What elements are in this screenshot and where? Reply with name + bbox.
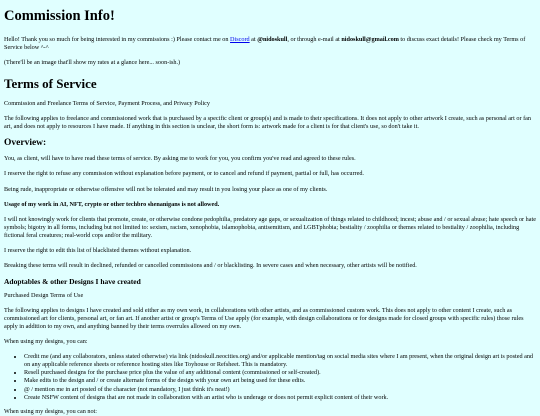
rates-note: (There'll be an image that'll show my rates at a glance here... soon-ish.)	[4, 59, 181, 67]
list-item: • Resell purchased designs for the purchase price plus the value of any additional content (commissioned or self-created).	[24, 369, 536, 377]
ai-notice	[4, 201, 536, 209]
overview-paragraph: I reserve the right to refuse any commission without explanation before payment, or to cancel and refund if payment, partial or full, has occurred.	[4, 170, 364, 178]
cannot-heading: When using my designs, you can not:	[4, 407, 97, 415]
intro-text-4: to discuss exact details! Please check my Terms of Service below ^-^	[4, 36, 526, 52]
discord-link[interactable]: Discord	[230, 36, 250, 43]
discord-handle: @nidoskull	[257, 36, 288, 43]
list-item: • Make edits to the design and / or create alternate forms of the design with your own art being used for these edits.	[24, 377, 536, 385]
can-heading: When using my designs, you can:	[4, 338, 88, 346]
overview-paragraph: You, as client, will have to have read these terms of service. By asking me to work for you, you confirm you've read and agreed to these rules.	[4, 155, 356, 163]
tos-subtitle: Commission and Freelance Terms of Service, Payment Process, and Privacy Policy	[4, 100, 211, 108]
list-item: • Credit me (and any collaborators, unless stated otherwise) via link (nidoskull.neocities.org) and/or applicable mention/tag on social media sites where I am present, when the original design art is posted and on any applicable reference sheets or reference hosting sites like Toyhouse or Refsheet. This is mandatory.	[24, 353, 536, 369]
blacklist-paragraph: Breaking these terms will result in declined, refunded or cancelled commissions and / or blacklisting. In severe cases and when necessary, other artists will be notified.	[4, 261, 417, 269]
adoptables-intro: The following applies to designs I have created and sold either as my own work, in collaborations with other artists, and as commissioned custom work. This does not apply to other content I create, such as commissioned art for clients, personal art, or fan art. If another artist or group's Terms of Use apply (for example, with design collaborations or for designs made for closed groups with specific rules) those rules apply in addition to my own, and anything banned by their terms overrules allowed on my own.	[4, 307, 524, 331]
adoptables-subtitle: Purchased Design Terms of Use	[4, 291, 84, 299]
page-title: Commission Info!	[4, 8, 115, 24]
overview-heading: Overview:	[4, 138, 47, 149]
list-item: • Create NSFW content of designs that are not made in collaboration with an artist who is underage or does not permit explicit content of their work.	[24, 394, 536, 402]
blacklist-paragraph: I reserve the right to edit this list of blacklisted themes without explanation.	[4, 246, 192, 254]
adoptables-heading: Adoptables & other Designs I have created	[4, 276, 141, 286]
overview-paragraph: Being rude, inappropriate or otherwise offensive will not be tolerated and may result in you losing your place as one of my clients.	[4, 185, 328, 193]
ai-notice-text: Usage of my work in AI, NFT, crypto or other techbro shenanigans is not allowed.	[4, 200, 220, 208]
intro-text-2: at	[249, 36, 258, 43]
intro-text-3: , or through e-mail at	[287, 36, 342, 43]
can-list	[4, 353, 536, 401]
tos-applies: The following applies to freelance and commissioned work that is purchased by a specific client or group(s) and is made to their specifications. It does not apply to other artwork I create, such as personal art or fan art, and does not apply to resources I have made. If anything in this section is unclear, the short form is: artwork made for a client is for that client's use, so don't take it.	[4, 115, 531, 131]
email-address: nidoskull@gmail.com	[341, 36, 399, 43]
tos-heading: Terms of Service	[4, 76, 97, 92]
intro-paragraph	[4, 36, 536, 52]
blacklist-paragraph: I will not knowingly work for clients that promote, create, or otherwise condone pedophilia, predatory age gaps, or sexualization of things related to childhood; incest; abuse and / or sexual abuse; hate speech or hate symbols; bigotry in all forms, including but not limited to: sexism, racism, xenophobia, islamophobia, antisemitism, and LGBTphobia; bestiality / zoophilia or themes related to bestiality / zoophilia, including fictional feral creatures; real-world cops and/or the military.	[4, 215, 536, 239]
intro-text-1: Hello! Thank you so much for being interested in my commissions :) Please contact me on	[4, 36, 231, 43]
list-item: • @ / mention me in art posted of the character (not mandatory, I just think it's neat!)	[24, 386, 536, 394]
